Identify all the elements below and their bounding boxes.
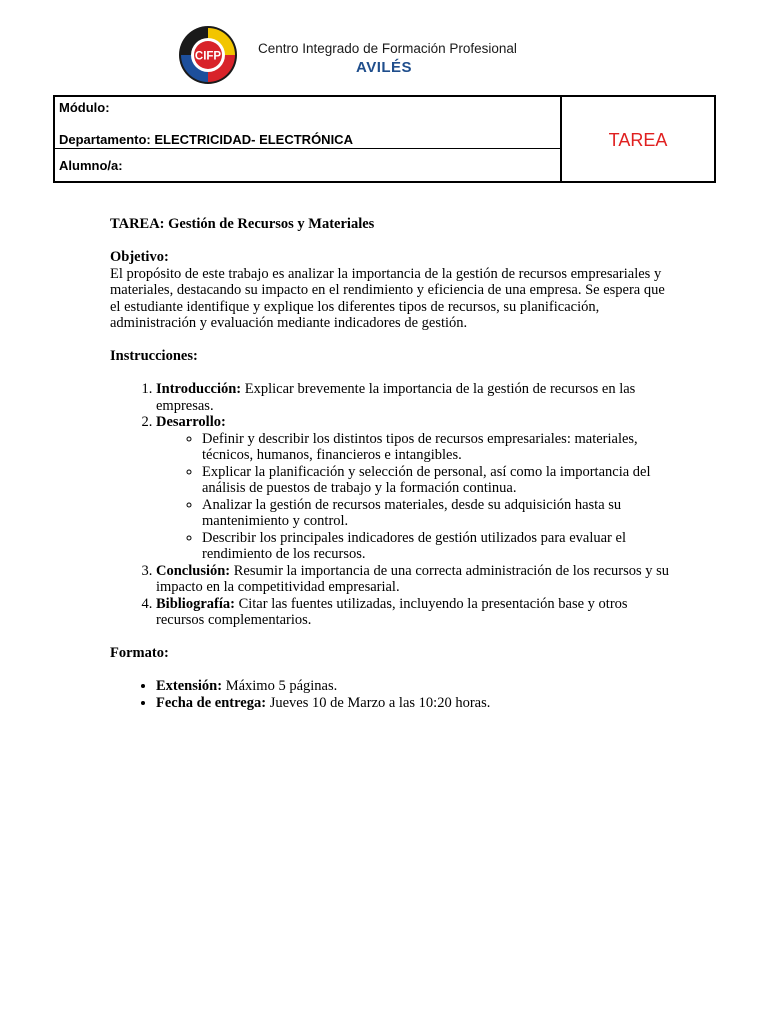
- list-item: • Extensión: Máximo 5 páginas.: [156, 678, 670, 695]
- info-row-alumno: [55, 149, 561, 183]
- instrucciones-heading: Instrucciones:: [110, 348, 198, 364]
- list-item: • Fecha de entrega: Jueves 10 de Marzo a las 10:20 horas.: [156, 695, 670, 712]
- objetivo-heading: Objetivo:: [110, 249, 169, 265]
- modulo-label: Módulo:: [59, 100, 110, 115]
- list-item: ◦ Analizar la gestión de recursos materiales, desde su adquisición hasta su mantenimiento y control.: [202, 497, 670, 530]
- desarrollo-sublist: [156, 431, 670, 563]
- formato-heading: Formato:: [110, 645, 169, 661]
- document-title: TAREA: Gestión de Recursos y Materiales: [110, 216, 375, 232]
- list-item: 2. Desarrollo: ◦ Definir y describir los distintos tipos de recursos empresariales: materiales, técnicos, humanos, financieros e intangibles. ◦ Explicar la planificación y selección de personal, así como la importancia del análisis de puestos de trabajo y la formación continua. ◦ Analizar la gestión de recursos materiales, desde su adquisición hasta su mantenimiento y control. ◦ Describir los principales indicadores de gestión utilizados para evaluar el rendimiento de los recursos.: [156, 414, 670, 563]
- list-item: ◦ Definir y describir los distintos tipos de recursos empresariales: materiales, técnicos, humanos, financieros e intangibles.: [202, 431, 670, 464]
- info-row-modulo-departamento: [55, 97, 561, 149]
- tarea-label: TAREA: [608, 129, 668, 150]
- formato-list: [110, 678, 670, 711]
- list-item: ◦ Describir los principales indicadores de gestión utilizados para evaluar el rendimiento de los recursos.: [202, 530, 670, 563]
- list-item: ◦ Explicar la planificación y selección de personal, así como la importancia del análisis de puestos de trabajo y la formación continua.: [202, 464, 670, 497]
- document-body: [110, 216, 670, 711]
- list-item: 1. Introducción: Explicar brevemente la importancia de la gestión de recursos en las empresas.: [156, 381, 670, 414]
- list-item: 4. Bibliografía: Citar las fuentes utilizadas, incluyendo la presentación base y otros recursos complementarios.: [156, 596, 670, 629]
- alumno-label: Alumno/a:: [59, 158, 123, 173]
- objetivo-text: El propósito de este trabajo es analizar la importancia de la gestión de recursos empresariales y materiales, destacando su impacto en el rendimiento y eficiencia de una empresa. Se espera que el estudiante identifique y explique los diferentes tipos de recursos, su planificación, administración y evaluación mediante indicadores de gestión.: [110, 265, 665, 331]
- list-item: 3. Conclusión: Resumir la importancia de una correcta administración de los recursos y su impacto en la competitividad empresarial.: [156, 563, 670, 596]
- org-city: AVILÉS: [356, 59, 413, 76]
- logo-text: CIFP: [194, 50, 222, 63]
- org-name: Centro Integrado de Formación Profesional: [258, 41, 517, 56]
- instructions-list: [110, 381, 670, 629]
- cifp-logo: [178, 25, 238, 85]
- departamento-label: Departamento: ELECTRICIDAD- ELECTRÓNICA: [59, 132, 353, 147]
- info-table: [53, 95, 716, 183]
